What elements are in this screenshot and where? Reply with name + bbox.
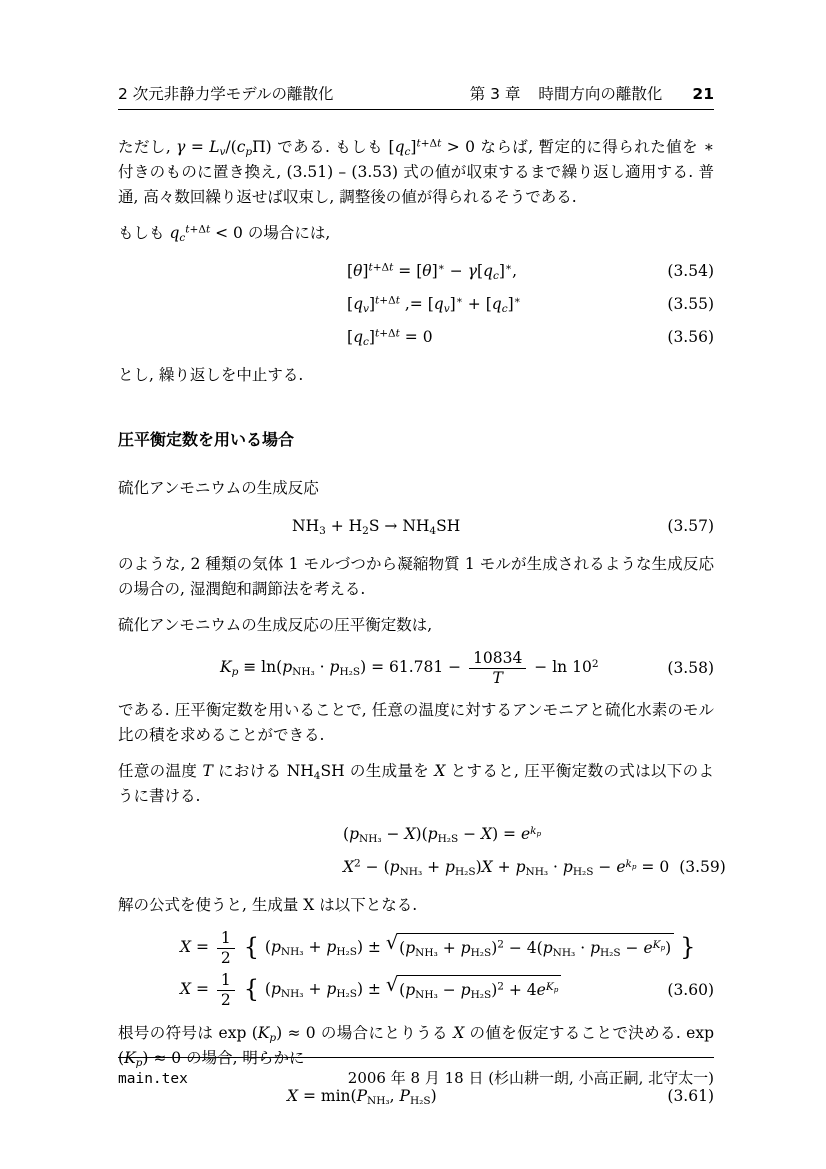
equation-359-line2-body: $X^2 - (p_{NH_3} + p_{H_2S})X + p_{NH_3} \cdot p_{H_2S} - e^{k_p} = 0$ — [343, 857, 670, 879]
paragraph-stop-iteration: とし, 繰り返しを中止する. — [118, 366, 304, 384]
equation-357-number: (3.57) — [667, 517, 714, 535]
paragraph-reaction-description: のような, 2 種類の気体 1 モルづつから凝縮物質 1 モルが生成されるような生成反応の場合の, 湿潤飽和調節法を考える. — [118, 555, 714, 598]
running-head-section: 2 次元非静力学モデルの離散化 — [118, 85, 334, 103]
equation-360-line1 — [118, 929, 714, 967]
equation-group-360 — [118, 929, 714, 1009]
equation-359-line2 — [118, 853, 726, 882]
equation-356 — [118, 323, 714, 352]
equation-359-line1 — [118, 820, 714, 849]
equation-group-359 — [118, 820, 726, 882]
equation-355-number: (3.55) — [667, 295, 714, 313]
paragraph-equilibrium-usage: である. 圧平衡定数を用いることで, 任意の温度に対するアンモニアと硫化水素のモル比の積を求めることができる. — [118, 701, 714, 745]
page-header — [118, 82, 714, 110]
equation-358 — [118, 649, 714, 687]
equation-356-body: $[q_c]^{t+\Delta t} = 0$ — [347, 327, 433, 348]
equation-359-number: (3.59) — [679, 858, 726, 877]
section-heading-equilibrium-constant: 圧平衡定数を用いる場合 — [118, 430, 295, 449]
equation-360-line2-body: X = $\frac{1}{2}$ { $(p_{NH_3} + p_{H_2S})$ ± √ $(p_{NH_3} - p_{H_2S})^2 + 4e^{K_p}$ — [180, 971, 561, 1009]
paragraph-production-amount: 任意の温度 T における $NH_4SH$ の生成量を X とすると, 圧平衡定数の式は以下のように書ける. — [118, 762, 714, 806]
equation-356-number: (3.56) — [667, 328, 714, 346]
equation-358-block — [118, 649, 714, 687]
paragraph-adjustment-note: ただし, $\gamma = L_v/(c_p\Pi)$ である. もしも $[q_c]^{t+\Delta t} > 0$ ならば, 暫定的に得られた値を ∗ 付きのものに置き換え, (3.51) – (3.53) 式の値が収束するまで繰り返し適用する. 普通, 高々数回繰り返せば収束し, 調整後の値が得られるそうである. — [118, 137, 715, 206]
running-head-right — [470, 82, 714, 104]
equation-357-body: $NH_3 + H_2S \to NH_4SH$ — [292, 517, 461, 537]
running-head-chapter-title: 時間方向の離散化 — [538, 85, 663, 103]
paragraph-if-qc-negative: もしも $q_c^{t+\Delta t} < 0$ の場合には, — [118, 223, 331, 244]
paragraph-equilibrium-intro: 硫化アンモニウムの生成反応の圧平衡定数は, — [118, 616, 433, 634]
equation-360-line2 — [118, 971, 714, 1009]
equation-360-line1-body: X = $\frac{1}{2}$ { $(p_{NH_3} + p_{H_2S})$ ± √ $(p_{NH_3} + p_{H_2S})^2 - 4(p_{NH_3} \cdot p_{H_2S} - e^{K_p})$ } — [180, 929, 696, 967]
footer-filename: main.tex — [118, 1071, 188, 1087]
equation-359-line1-body: $(p_{NH_3} - X)(p_{H_2S} - X) = e^{k_p}$ — [343, 824, 542, 846]
equation-357-block — [118, 512, 714, 541]
equation-358-number: (3.58) — [667, 658, 714, 677]
page-number: 21 — [692, 85, 714, 103]
equation-361-body: $X = \min(P_{NH_3}$, $P_{H_2S}$) — [287, 1086, 437, 1107]
paragraph-quadratic-formula: 解の公式を使うと, 生成量 X は以下となる. — [118, 896, 418, 915]
equation-361-number: (3.61) — [667, 1086, 714, 1105]
page-footer — [118, 1057, 714, 1088]
equation-360-number: (3.60) — [667, 980, 714, 999]
footer-date-authors: 2006 年 8 月 18 日 (杉山耕一朗, 小高正嗣, 北守太一) — [347, 1069, 714, 1087]
equation-354-number: (3.54) — [667, 262, 714, 280]
equation-group-354-356 — [118, 257, 714, 352]
page-body — [118, 107, 726, 1121]
equation-358-body: $K_p \equiv \ln(p_{NH_3} \cdot p_{H_2S}) = 61.781$ − $\frac{10834}{T}$ − $\ln 10^2$ — [220, 649, 599, 687]
equation-354-body: $[\theta]^{t+\Delta t} = [\theta]^∗ - \gamma[q_c]^∗$, — [347, 261, 518, 282]
paragraph-sign-choice: 根号の符号は $\exp (K_p) \approx 0$ の場合にとりうる X の値を仮定することで決める. $\exp (K_p) \approx 0$ の場合, 明らかに — [118, 1023, 714, 1069]
running-head-chapter: 第 3 章 — [469, 85, 521, 103]
equation-357 — [118, 512, 714, 541]
paragraph-reaction-intro: 硫化アンモニウムの生成反応 — [118, 479, 319, 497]
equation-355-body: $[q_v]^{t+\Delta t}$ ,= $[q_v]^∗ + [q_c]^∗$ — [347, 294, 521, 315]
equation-354 — [118, 257, 714, 286]
equation-355 — [118, 290, 714, 319]
